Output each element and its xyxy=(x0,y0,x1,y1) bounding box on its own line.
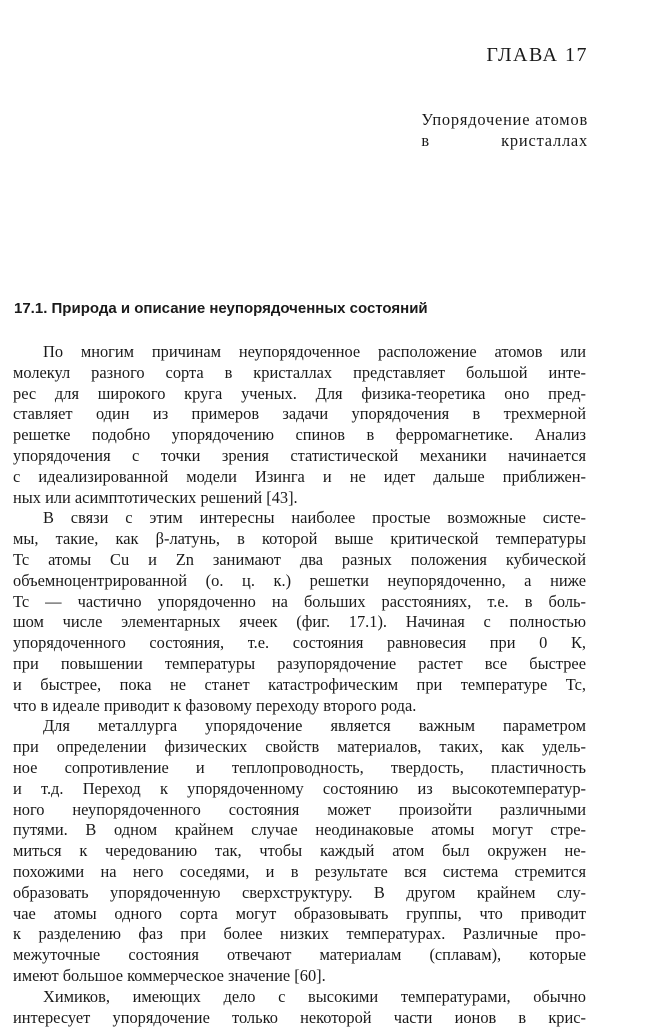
text-line: Tc атомы Cu и Zn занимают два разных положения кубической xyxy=(13,550,586,571)
text-line: что в идеале приводит к фазовому переходу второго рода. xyxy=(13,696,586,717)
paragraph xyxy=(13,342,586,508)
chapter-title-line: в кристаллах xyxy=(421,131,588,152)
text-line: похожими на него соседями, и в результате вся система стремится xyxy=(13,862,586,883)
text-line: миться к чередованию так, чтобы каждый атом был окружен не- xyxy=(13,841,586,862)
text-line: к разделению фаз при более низких температурах. Различные про- xyxy=(13,924,586,945)
text-line: По многим причинам неупорядоченное расположение атомов или xyxy=(13,342,586,363)
text-line: упорядоченного состояния, т.е. состояния равновесия при 0 К, xyxy=(13,633,586,654)
text-line: и т.д. Переход к упорядоченному состоянию из высокотемператур- xyxy=(13,779,586,800)
text-line: Химиков, имеющих дело с высокими температурами, обычно xyxy=(13,987,586,1008)
text-line: рес для широкого круга ученых. Для физика-теоретика оно пред- xyxy=(13,384,586,405)
text-line: образовать упорядоченную сверхструктуру. В другом крайнем слу- xyxy=(13,883,586,904)
text-line: при определении физических свойств материалов, таких, как удель- xyxy=(13,737,586,758)
text-line: ного неупорядоченного состояния может произойти различными xyxy=(13,800,586,821)
text-line: чае атомы одного сорта могут образовывать группы, что приводит xyxy=(13,904,586,925)
text-line: и быстрее, пока не станет катастрофическим при температуре Tc, xyxy=(13,675,586,696)
text-line: Tc — частично упорядоченно на больших расстояниях, т.е. в боль- xyxy=(13,592,586,613)
body-text xyxy=(13,342,586,1028)
text-line: с идеализированной модели Изинга и не идет дальше приближен- xyxy=(13,467,586,488)
text-line: межуточные состояния отвечают материалам (сплавам), которые xyxy=(13,945,586,966)
paragraph xyxy=(13,716,586,986)
text-line: Для металлурга упорядочение является важным параметром xyxy=(13,716,586,737)
text-line: интересует упорядочение только некоторой части ионов в крис- xyxy=(13,1008,586,1028)
text-line: объемноцентрированной (о. ц. к.) решетки неупорядоченно, а ниже xyxy=(13,571,586,592)
text-line: ное сопротивление и теплопроводность, твердость, пластичность xyxy=(13,758,586,779)
text-line: ставляет один из примеров задачи упорядочения в трехмерной xyxy=(13,404,586,425)
text-line: шом числе элементарных ячеек (фиг. 17.1). Начиная с полностью xyxy=(13,612,586,633)
chapter-title xyxy=(421,110,588,152)
text-line: молекул разного сорта в кристаллах представляет большой инте- xyxy=(13,363,586,384)
paragraph xyxy=(13,987,586,1028)
text-line: мы, такие, как β-латунь, в которой выше критической температуры xyxy=(13,529,586,550)
text-line: при повышении температуры разупорядочение растет все быстрее xyxy=(13,654,586,675)
section-heading: 17.1. Природа и описание неупорядоченных состояний xyxy=(14,300,428,317)
text-line: упорядочения с точки зрения статистической механики начинается xyxy=(13,446,586,467)
chapter-title-line: Упорядочение атомов xyxy=(421,110,588,131)
text-line: решетке подобно упорядочению спинов в ферромагнетике. Анализ xyxy=(13,425,586,446)
text-line: ных или асимптотических решений [43]. xyxy=(13,488,586,509)
text-line: путями. В одном крайнем случае неодинаковые атомы могут стре- xyxy=(13,820,586,841)
text-line: имеют большое коммерческое значение [60]. xyxy=(13,966,586,987)
chapter-label: ГЛАВА 17 xyxy=(486,44,588,67)
paragraph xyxy=(13,508,586,716)
text-line: В связи с этим интересны наиболее простые возможные систе- xyxy=(13,508,586,529)
